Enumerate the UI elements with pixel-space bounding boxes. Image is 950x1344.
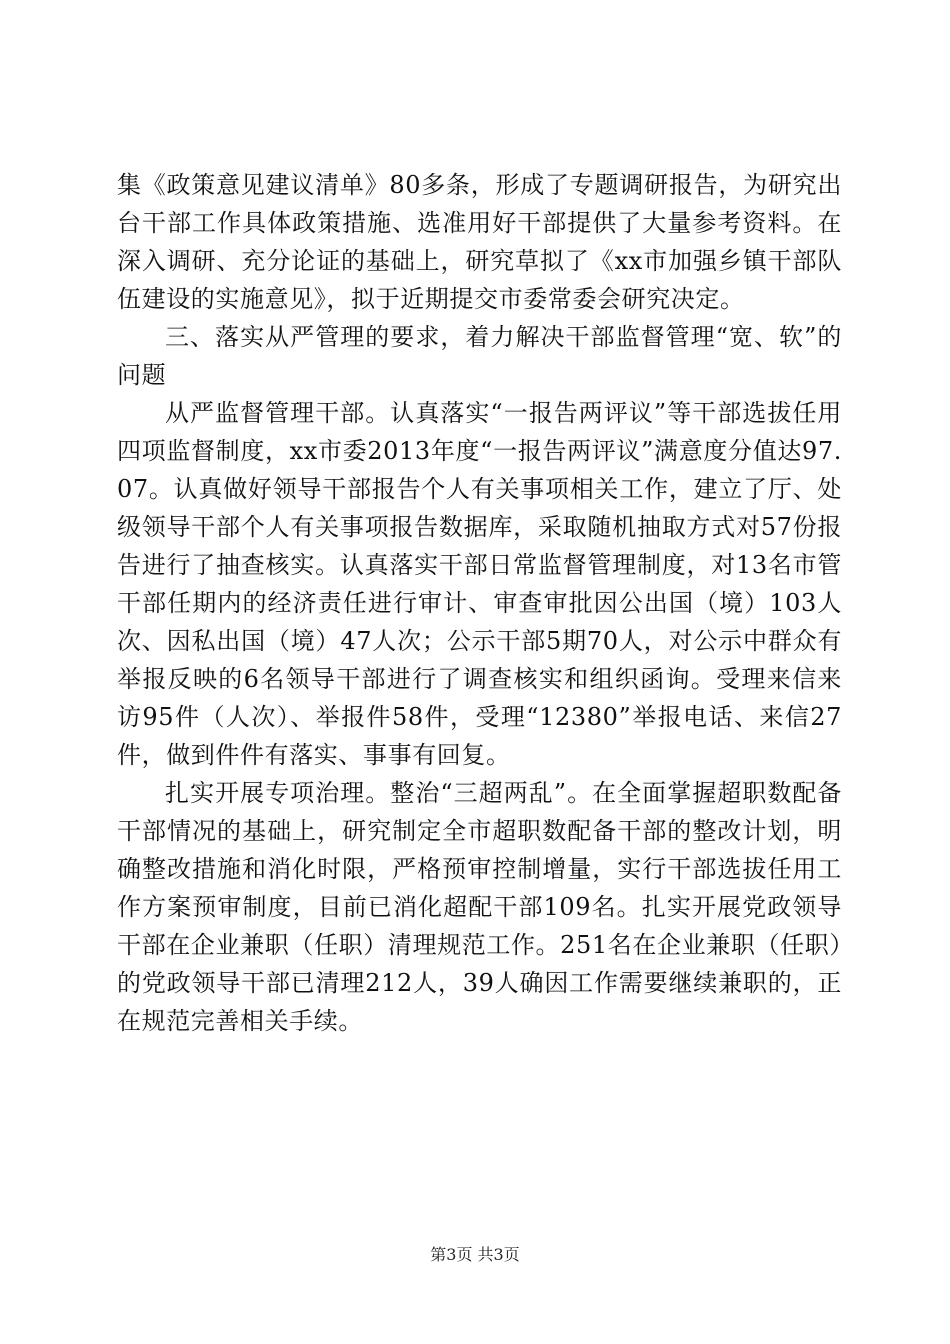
section-heading: 三、落实从严管理的要求，着力解决干部监督管理“宽、软”的问题	[117, 323, 842, 389]
paragraph-1: 集《政策意见建议清单》80多条，形成了专题调研报告，为研究出台干部工作具体政策措施、选准用好干部提供了大量参考资料。在深入调研、充分论证的基础上，研究草拟了《xx市加强乡镇干部队伍建设的实施意见》，拟于近期提交市委常委会研究决定。	[117, 171, 842, 313]
paragraph-supervision: 从严监督管理干部。认真落实“一报告两评议”等干部选拔任用四项监督制度，xx市委2013年度“一报告两评议”满意度分值达97.07。认真做好领导干部报告个人有关事项相关工作，建立了厅、处级领导干部个人有关事项报告数据库，采取随机抽取方式对57份报告进行了抽查核实。认真落实干部日常监督管理制度，对13名市管干部任期内的经济责任进行审计、审查审批因公出国（境）103人次、因私出国（境）47人次；公示干部5期70人，对公示中群众有举报反映的6名领导干部进行了调查核实和组织函询。受理来信来访95件（人次）、举报件58件，受理“12380”举报电话、来信27件，做到件件有落实、事事有回复。	[117, 399, 842, 769]
paragraph-special-governance: 扎实开展专项治理。整治“三超两乱”。在全面掌握超职数配备干部情况的基础上，研究制定全市超职数配备干部的整改计划，明确整改措施和消化时限，严格预审控制增量，实行干部选拔任用工作方案预审制度，目前已消化超配干部109名。扎实开展党政领导干部在企业兼职（任职）清理规范工作。251名在企业兼职（任职）的党政领导干部已清理212人，39人确因工作需要继续兼职的，正在规范完善相关手续。	[117, 779, 842, 1035]
page-number-label: 第3页 共3页	[430, 1245, 520, 1264]
document-body	[117, 166, 842, 1040]
page-footer	[0, 1244, 950, 1266]
